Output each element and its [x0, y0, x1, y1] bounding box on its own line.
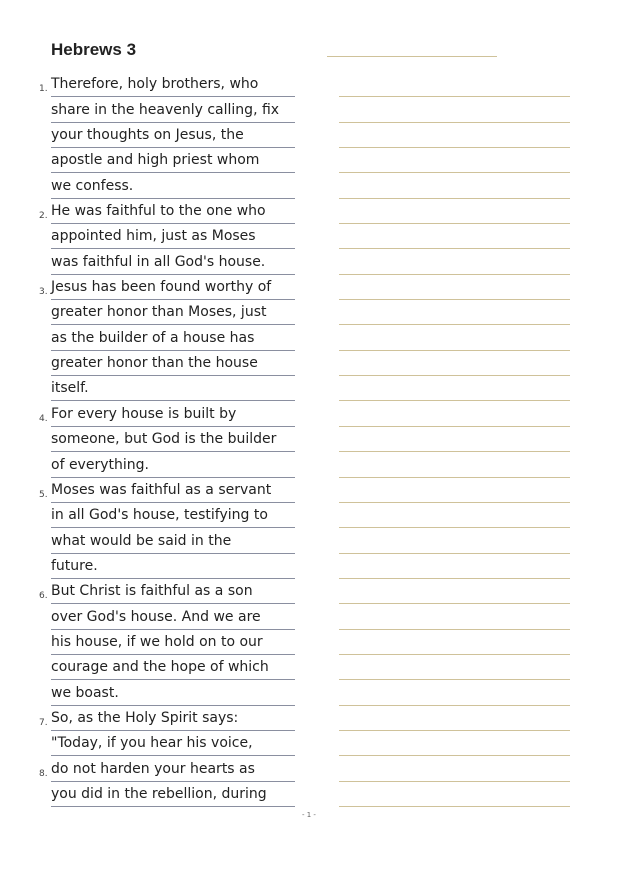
verse-text-line: we confess.	[51, 176, 295, 199]
verse-row	[0, 756, 624, 781]
verse-row	[0, 579, 624, 604]
verse-row	[0, 123, 624, 148]
writing-line[interactable]	[339, 806, 570, 807]
verse-text-line: in all God's house, testifying to	[51, 505, 295, 528]
verse-text-line: So, as the Holy Spirit says:	[51, 708, 295, 731]
verse-text-line: apostle and high priest whom	[51, 150, 295, 173]
verse-text-line: your thoughts on Jesus, the	[51, 125, 295, 148]
verse-text-line: greater honor than the house	[51, 353, 295, 376]
verse-row	[0, 731, 624, 756]
verse-row	[0, 173, 624, 198]
verse-number: 6.	[39, 591, 48, 602]
verse-text-line: itself.	[51, 378, 295, 401]
verse-text-line: Moses was faithful as a servant	[51, 480, 295, 503]
verse-text-line: what would be said in the	[51, 531, 295, 554]
verse-text-line: as the builder of a house has	[51, 328, 295, 351]
verse-row	[0, 706, 624, 731]
verse-row	[0, 782, 624, 807]
verse-text-line: Jesus has been found worthy of	[51, 277, 295, 300]
verse-row	[0, 528, 624, 553]
verse-row	[0, 554, 624, 579]
verse-row	[0, 249, 624, 274]
verse-text-line: He was faithful to the one who	[51, 201, 295, 224]
verse-row	[0, 72, 624, 97]
verse-text-line: future.	[51, 556, 295, 579]
verse-row	[0, 351, 624, 376]
verse-text-line: share in the heavenly calling, fix	[51, 100, 295, 123]
verse-text-line: of everything.	[51, 455, 295, 478]
verse-text-line: For every house is built by	[51, 404, 295, 427]
verse-text-line: you did in the rebellion, during	[51, 784, 295, 807]
verse-number: 7.	[39, 717, 48, 728]
verse-number: 4.	[39, 413, 48, 424]
verse-row	[0, 604, 624, 629]
verse-row	[0, 630, 624, 655]
verse-text-line: greater honor than Moses, just	[51, 302, 295, 325]
page-number: - 1 -	[302, 811, 316, 819]
verse-text-line: over God's house. And we are	[51, 607, 295, 630]
verse-text-line: do not harden your hearts as	[51, 759, 295, 782]
verse-text-line: appointed him, just as Moses	[51, 226, 295, 249]
verse-number: 2.	[39, 211, 48, 222]
verse-text-line: someone, but God is the builder	[51, 429, 295, 452]
verse-text-line: courage and the hope of which	[51, 657, 295, 680]
verse-row	[0, 199, 624, 224]
verse-row	[0, 478, 624, 503]
verse-text-line: we boast.	[51, 683, 295, 706]
verse-row	[0, 503, 624, 528]
title-writing-line	[327, 56, 497, 57]
verse-number: 8.	[39, 768, 48, 779]
verse-number: 3.	[39, 287, 48, 298]
verse-text-line: his house, if we hold on to our	[51, 632, 295, 655]
verse-row	[0, 376, 624, 401]
verse-row	[0, 224, 624, 249]
verse-text-line: But Christ is faithful as a son	[51, 581, 295, 604]
verse-row	[0, 148, 624, 173]
verse-row	[0, 325, 624, 350]
verse-lines	[0, 72, 624, 807]
verse-text-line: Therefore, holy brothers, who	[51, 74, 295, 97]
verse-row	[0, 401, 624, 426]
verse-row	[0, 97, 624, 122]
page-title: Hebrews 3	[51, 40, 137, 59]
verse-row	[0, 300, 624, 325]
verse-row	[0, 655, 624, 680]
verse-row	[0, 680, 624, 705]
verse-text-line: was faithful in all God's house.	[51, 252, 295, 275]
verse-row	[0, 275, 624, 300]
verse-number: 5.	[39, 489, 48, 500]
verse-row	[0, 427, 624, 452]
verse-number: 1.	[39, 84, 48, 95]
verse-row	[0, 452, 624, 477]
verse-text-line: "Today, if you hear his voice,	[51, 733, 295, 756]
